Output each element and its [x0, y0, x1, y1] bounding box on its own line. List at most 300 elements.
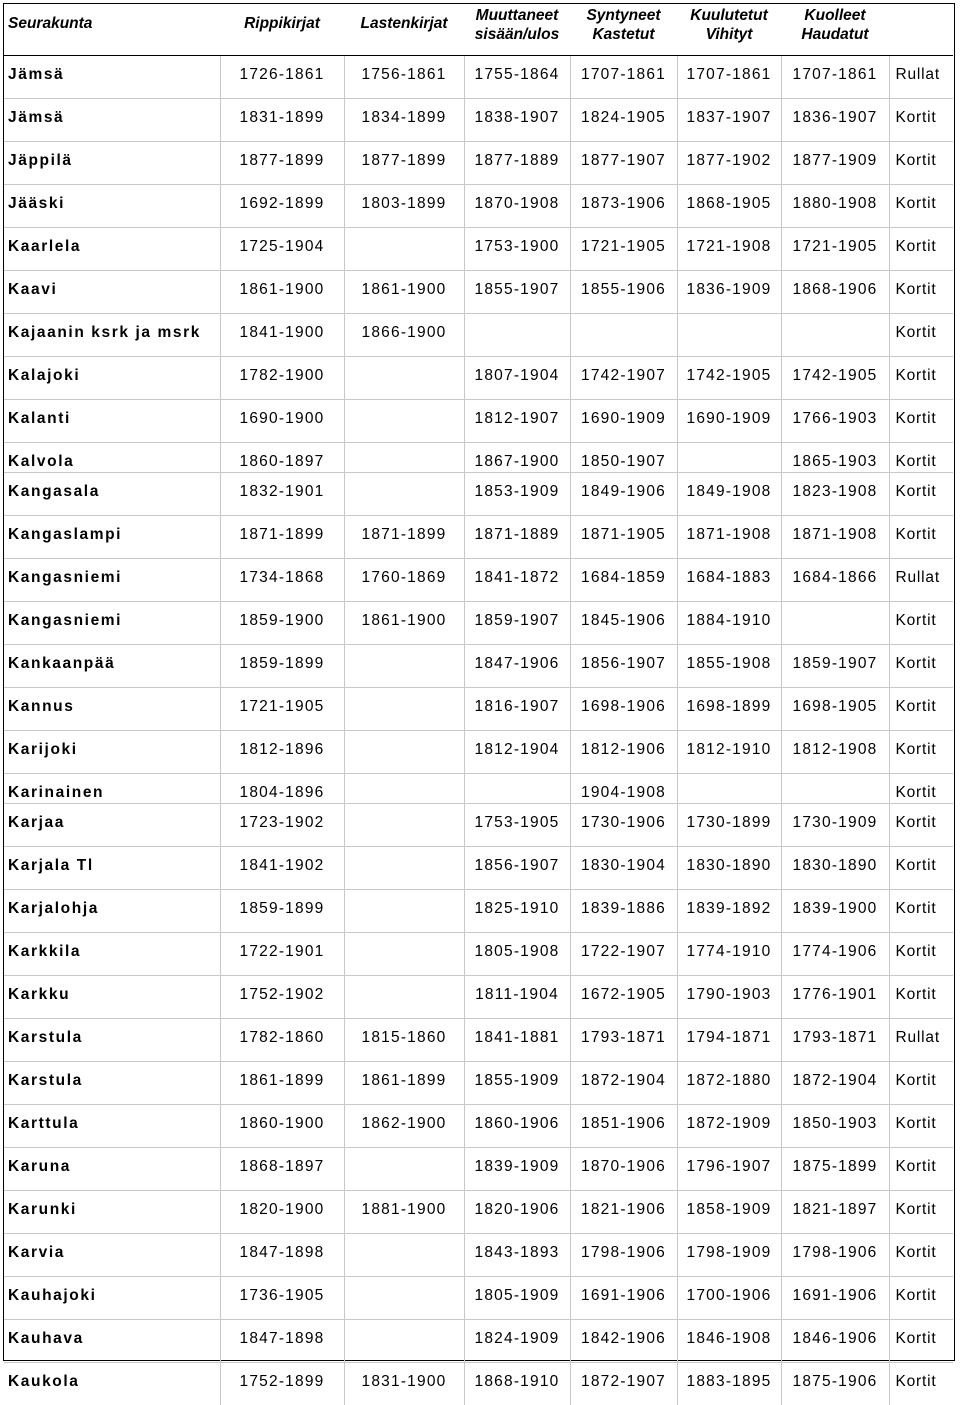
communion-books-cell: 1831-1899	[220, 99, 344, 142]
children-books-cell: 1834-1899	[344, 99, 464, 142]
marriage-records-cell: 1849-1908	[677, 473, 781, 516]
table-row	[4, 1363, 953, 1405]
table-row	[4, 890, 953, 933]
birth-records-cell: 1730-1906	[570, 804, 677, 847]
children-books-cell: 1877-1899	[344, 142, 464, 185]
communion-books-cell: 1847-1898	[220, 1320, 344, 1363]
records-sheet	[3, 3, 955, 1361]
birth-records-cell: 1855-1906	[570, 271, 677, 314]
marriage-records-cell: 1707-1861	[677, 56, 781, 99]
marriage-records-cell: 1839-1892	[677, 890, 781, 933]
death-records-cell: 1707-1861	[781, 56, 889, 99]
parish-name-cell: Kalanti	[4, 400, 220, 443]
children-books-cell	[344, 1234, 464, 1277]
children-books-cell: 1866-1900	[344, 314, 464, 357]
table-row	[4, 731, 953, 774]
communion-books-cell: 1804-1896	[220, 774, 344, 804]
parish-name-cell: Jääski	[4, 185, 220, 228]
communion-books-cell: 1832-1901	[220, 473, 344, 516]
marriage-records-cell: 1868-1905	[677, 185, 781, 228]
birth-records-cell: 1856-1907	[570, 645, 677, 688]
children-books-cell: 1803-1899	[344, 185, 464, 228]
birth-records-cell: 1722-1907	[570, 933, 677, 976]
children-books-cell	[344, 890, 464, 933]
moved-records-cell	[464, 774, 570, 804]
communion-books-cell: 1782-1860	[220, 1019, 344, 1062]
header-dead-line1: Kuolleet	[781, 6, 889, 25]
record-format-cell: Kortit	[889, 645, 953, 688]
children-books-cell	[344, 645, 464, 688]
moved-records-cell: 1860-1906	[464, 1105, 570, 1148]
death-records-cell: 1774-1906	[781, 933, 889, 976]
moved-records-cell: 1820-1906	[464, 1191, 570, 1234]
moved-records-cell: 1871-1889	[464, 516, 570, 559]
moved-records-cell: 1870-1908	[464, 185, 570, 228]
table-row	[4, 1148, 953, 1191]
record-format-cell: Kortit	[889, 185, 953, 228]
communion-books-cell: 1723-1902	[220, 804, 344, 847]
marriage-records-cell: 1730-1899	[677, 804, 781, 847]
moved-records-cell: 1753-1905	[464, 804, 570, 847]
communion-books-cell: 1782-1900	[220, 357, 344, 400]
parish-name-cell: Karvia	[4, 1234, 220, 1277]
death-records-cell: 1846-1906	[781, 1320, 889, 1363]
header-communion-books: Rippikirjat	[220, 4, 344, 56]
record-format-cell: Kortit	[889, 602, 953, 645]
communion-books-cell: 1820-1900	[220, 1191, 344, 1234]
communion-books-cell: 1736-1905	[220, 1277, 344, 1320]
communion-books-cell: 1859-1899	[220, 645, 344, 688]
birth-records-cell: 1672-1905	[570, 976, 677, 1019]
table-row	[4, 142, 953, 185]
moved-records-cell: 1839-1909	[464, 1148, 570, 1191]
record-format-cell: Kortit	[889, 1148, 953, 1191]
children-books-cell: 1760-1869	[344, 559, 464, 602]
birth-records-cell: 1872-1907	[570, 1363, 677, 1405]
birth-records-cell: 1850-1907	[570, 443, 677, 473]
marriage-records-cell: 1872-1880	[677, 1062, 781, 1105]
record-format-cell: Kortit	[889, 804, 953, 847]
birth-records-cell: 1698-1906	[570, 688, 677, 731]
children-books-cell: 1831-1900	[344, 1363, 464, 1405]
children-books-cell	[344, 731, 464, 774]
marriage-records-cell: 1884-1910	[677, 602, 781, 645]
header-dead	[781, 4, 889, 56]
record-format-cell: Rullat	[889, 559, 953, 602]
parish-name-cell: Karjaa	[4, 804, 220, 847]
marriage-records-cell: 1855-1908	[677, 645, 781, 688]
parish-name-cell: Karjalohja	[4, 890, 220, 933]
table-row	[4, 185, 953, 228]
marriage-records-cell: 1877-1902	[677, 142, 781, 185]
death-records-cell: 1839-1900	[781, 890, 889, 933]
header-row	[4, 4, 953, 56]
table-row	[4, 473, 953, 516]
birth-records-cell: 1849-1906	[570, 473, 677, 516]
children-books-cell	[344, 1277, 464, 1320]
death-records-cell: 1830-1890	[781, 847, 889, 890]
moved-records-cell: 1807-1904	[464, 357, 570, 400]
children-books-cell	[344, 774, 464, 804]
birth-records-cell: 1873-1906	[570, 185, 677, 228]
children-books-cell	[344, 473, 464, 516]
moved-records-cell: 1877-1889	[464, 142, 570, 185]
death-records-cell: 1872-1904	[781, 1062, 889, 1105]
moved-records-cell: 1841-1872	[464, 559, 570, 602]
children-books-cell	[344, 357, 464, 400]
table-row	[4, 516, 953, 559]
moved-records-cell: 1868-1910	[464, 1363, 570, 1405]
birth-records-cell: 1798-1906	[570, 1234, 677, 1277]
communion-books-cell: 1752-1902	[220, 976, 344, 1019]
record-format-cell: Kortit	[889, 400, 953, 443]
communion-books-cell: 1871-1899	[220, 516, 344, 559]
children-books-cell	[344, 847, 464, 890]
record-format-cell: Kortit	[889, 516, 953, 559]
parish-name-cell: Kaavi	[4, 271, 220, 314]
parish-name-cell: Kangasniemi	[4, 559, 220, 602]
children-books-cell	[344, 688, 464, 731]
record-format-cell: Kortit	[889, 1105, 953, 1148]
record-format-cell: Kortit	[889, 473, 953, 516]
moved-records-cell: 1805-1909	[464, 1277, 570, 1320]
record-format-cell: Kortit	[889, 271, 953, 314]
table-row	[4, 1062, 953, 1105]
header-banns-line2: Vihityt	[677, 25, 781, 44]
communion-books-cell: 1841-1900	[220, 314, 344, 357]
header-banns-line1: Kuulutetut	[677, 6, 781, 25]
marriage-records-cell: 1698-1899	[677, 688, 781, 731]
table-row	[4, 933, 953, 976]
record-format-cell: Kortit	[889, 774, 953, 804]
table-row	[4, 645, 953, 688]
communion-books-cell: 1859-1900	[220, 602, 344, 645]
children-books-cell: 1861-1899	[344, 1062, 464, 1105]
children-books-cell: 1871-1899	[344, 516, 464, 559]
marriage-records-cell: 1684-1883	[677, 559, 781, 602]
death-records-cell: 1793-1871	[781, 1019, 889, 1062]
death-records-cell: 1850-1903	[781, 1105, 889, 1148]
record-format-cell: Rullat	[889, 56, 953, 99]
communion-books-cell: 1722-1901	[220, 933, 344, 976]
communion-books-cell: 1690-1900	[220, 400, 344, 443]
moved-records-cell: 1855-1909	[464, 1062, 570, 1105]
marriage-records-cell: 1700-1906	[677, 1277, 781, 1320]
death-records-cell: 1868-1906	[781, 271, 889, 314]
children-books-cell: 1862-1900	[344, 1105, 464, 1148]
header-born	[570, 4, 677, 56]
death-records-cell: 1859-1907	[781, 645, 889, 688]
header-moved-line1: Muuttaneet	[464, 6, 570, 25]
table-row	[4, 774, 953, 804]
table-row	[4, 1320, 953, 1363]
moved-records-cell: 1812-1904	[464, 731, 570, 774]
death-records-cell: 1877-1909	[781, 142, 889, 185]
table-row	[4, 976, 953, 1019]
moved-records-cell: 1755-1864	[464, 56, 570, 99]
death-records-cell: 1812-1908	[781, 731, 889, 774]
children-books-cell	[344, 1320, 464, 1363]
moved-records-cell: 1753-1900	[464, 228, 570, 271]
record-format-cell: Kortit	[889, 933, 953, 976]
parish-name-cell: Kauhava	[4, 1320, 220, 1363]
death-records-cell	[781, 602, 889, 645]
parish-name-cell: Karttula	[4, 1105, 220, 1148]
parish-name-cell: Jämsä	[4, 56, 220, 99]
parish-name-cell: Kankaanpää	[4, 645, 220, 688]
marriage-records-cell: 1796-1907	[677, 1148, 781, 1191]
moved-records-cell: 1867-1900	[464, 443, 570, 473]
death-records-cell: 1836-1907	[781, 99, 889, 142]
communion-books-cell: 1868-1897	[220, 1148, 344, 1191]
parish-name-cell: Karuna	[4, 1148, 220, 1191]
children-books-cell	[344, 933, 464, 976]
birth-records-cell: 1830-1904	[570, 847, 677, 890]
death-records-cell: 1730-1909	[781, 804, 889, 847]
record-format-cell: Kortit	[889, 1363, 953, 1405]
children-books-cell	[344, 1148, 464, 1191]
marriage-records-cell: 1883-1895	[677, 1363, 781, 1405]
moved-records-cell: 1825-1910	[464, 890, 570, 933]
communion-books-cell: 1861-1899	[220, 1062, 344, 1105]
parish-name-cell: Karkku	[4, 976, 220, 1019]
record-format-cell: Kortit	[889, 357, 953, 400]
parish-name-cell: Karkkila	[4, 933, 220, 976]
birth-records-cell: 1845-1906	[570, 602, 677, 645]
marriage-records-cell: 1858-1909	[677, 1191, 781, 1234]
record-format-cell: Kortit	[889, 1277, 953, 1320]
parish-name-cell: Karjala Tl	[4, 847, 220, 890]
record-format-cell: Kortit	[889, 1320, 953, 1363]
table-row	[4, 559, 953, 602]
header-children-books: Lastenkirjat	[344, 4, 464, 56]
parish-name-cell: Jämsä	[4, 99, 220, 142]
parish-name-cell: Karunki	[4, 1191, 220, 1234]
moved-records-cell: 1853-1909	[464, 473, 570, 516]
communion-books-cell: 1726-1861	[220, 56, 344, 99]
marriage-records-cell	[677, 774, 781, 804]
birth-records-cell: 1742-1907	[570, 357, 677, 400]
communion-books-cell: 1721-1905	[220, 688, 344, 731]
children-books-cell: 1861-1900	[344, 271, 464, 314]
record-format-cell: Kortit	[889, 890, 953, 933]
moved-records-cell: 1859-1907	[464, 602, 570, 645]
table-body	[4, 56, 953, 1405]
marriage-records-cell: 1774-1910	[677, 933, 781, 976]
table-row	[4, 804, 953, 847]
communion-books-cell: 1692-1899	[220, 185, 344, 228]
table-row	[4, 357, 953, 400]
birth-records-cell: 1870-1906	[570, 1148, 677, 1191]
table-row	[4, 1191, 953, 1234]
moved-records-cell: 1824-1909	[464, 1320, 570, 1363]
birth-records-cell: 1721-1905	[570, 228, 677, 271]
parish-name-cell: Kangasniemi	[4, 602, 220, 645]
table-row	[4, 1019, 953, 1062]
marriage-records-cell	[677, 443, 781, 473]
table-row	[4, 688, 953, 731]
table-row	[4, 99, 953, 142]
moved-records-cell: 1843-1893	[464, 1234, 570, 1277]
parish-records-table	[4, 4, 953, 1405]
marriage-records-cell: 1830-1890	[677, 847, 781, 890]
death-records-cell: 1823-1908	[781, 473, 889, 516]
birth-records-cell: 1690-1909	[570, 400, 677, 443]
birth-records-cell: 1851-1906	[570, 1105, 677, 1148]
parish-name-cell: Kauhajoki	[4, 1277, 220, 1320]
parish-name-cell: Karijoki	[4, 731, 220, 774]
children-books-cell	[344, 804, 464, 847]
communion-books-cell: 1877-1899	[220, 142, 344, 185]
communion-books-cell: 1725-1904	[220, 228, 344, 271]
table-row	[4, 847, 953, 890]
parish-name-cell: Kalajoki	[4, 357, 220, 400]
death-records-cell: 1766-1903	[781, 400, 889, 443]
birth-records-cell: 1707-1861	[570, 56, 677, 99]
children-books-cell	[344, 443, 464, 473]
communion-books-cell: 1752-1899	[220, 1363, 344, 1405]
birth-records-cell: 1877-1907	[570, 142, 677, 185]
record-format-cell: Kortit	[889, 847, 953, 890]
record-format-cell: Kortit	[889, 1191, 953, 1234]
death-records-cell: 1875-1906	[781, 1363, 889, 1405]
marriage-records-cell: 1798-1909	[677, 1234, 781, 1277]
table-row	[4, 400, 953, 443]
parish-name-cell: Kalvola	[4, 443, 220, 473]
parish-name-cell: Kangasala	[4, 473, 220, 516]
communion-books-cell: 1861-1900	[220, 271, 344, 314]
table-row	[4, 56, 953, 99]
marriage-records-cell: 1872-1909	[677, 1105, 781, 1148]
death-records-cell: 1721-1905	[781, 228, 889, 271]
moved-records-cell: 1841-1881	[464, 1019, 570, 1062]
death-records-cell: 1776-1901	[781, 976, 889, 1019]
death-records-cell: 1798-1906	[781, 1234, 889, 1277]
death-records-cell: 1821-1897	[781, 1191, 889, 1234]
marriage-records-cell: 1812-1910	[677, 731, 781, 774]
birth-records-cell: 1904-1908	[570, 774, 677, 804]
header-banns	[677, 4, 781, 56]
death-records-cell: 1865-1903	[781, 443, 889, 473]
marriage-records-cell: 1846-1908	[677, 1320, 781, 1363]
marriage-records-cell: 1837-1907	[677, 99, 781, 142]
communion-books-cell: 1860-1897	[220, 443, 344, 473]
header-moved	[464, 4, 570, 56]
birth-records-cell: 1793-1871	[570, 1019, 677, 1062]
marriage-records-cell: 1690-1909	[677, 400, 781, 443]
children-books-cell: 1881-1900	[344, 1191, 464, 1234]
parish-name-cell: Kangaslampi	[4, 516, 220, 559]
record-format-cell: Kortit	[889, 314, 953, 357]
children-books-cell: 1815-1860	[344, 1019, 464, 1062]
parish-name-cell: Jäppilä	[4, 142, 220, 185]
moved-records-cell: 1816-1907	[464, 688, 570, 731]
record-format-cell: Kortit	[889, 1062, 953, 1105]
record-format-cell: Kortit	[889, 688, 953, 731]
birth-records-cell: 1871-1905	[570, 516, 677, 559]
communion-books-cell: 1734-1868	[220, 559, 344, 602]
birth-records-cell: 1684-1859	[570, 559, 677, 602]
children-books-cell	[344, 976, 464, 1019]
communion-books-cell: 1859-1899	[220, 890, 344, 933]
communion-books-cell: 1847-1898	[220, 1234, 344, 1277]
moved-records-cell: 1812-1907	[464, 400, 570, 443]
birth-records-cell: 1872-1904	[570, 1062, 677, 1105]
death-records-cell	[781, 314, 889, 357]
header-moved-line2: sisään/ulos	[464, 25, 570, 44]
moved-records-cell	[464, 314, 570, 357]
birth-records-cell: 1691-1906	[570, 1277, 677, 1320]
table-row	[4, 1277, 953, 1320]
death-records-cell: 1698-1905	[781, 688, 889, 731]
header-born-line1: Syntyneet	[570, 6, 677, 25]
birth-records-cell: 1824-1905	[570, 99, 677, 142]
communion-books-cell: 1812-1896	[220, 731, 344, 774]
moved-records-cell: 1856-1907	[464, 847, 570, 890]
death-records-cell	[781, 774, 889, 804]
birth-records-cell: 1839-1886	[570, 890, 677, 933]
children-books-cell	[344, 400, 464, 443]
table-row	[4, 1234, 953, 1277]
header-format	[889, 4, 953, 56]
table-row	[4, 228, 953, 271]
birth-records-cell: 1821-1906	[570, 1191, 677, 1234]
marriage-records-cell: 1871-1908	[677, 516, 781, 559]
moved-records-cell: 1805-1908	[464, 933, 570, 976]
record-format-cell: Kortit	[889, 1234, 953, 1277]
death-records-cell: 1691-1906	[781, 1277, 889, 1320]
children-books-cell	[344, 228, 464, 271]
birth-records-cell: 1812-1906	[570, 731, 677, 774]
marriage-records-cell: 1836-1909	[677, 271, 781, 314]
marriage-records-cell	[677, 314, 781, 357]
communion-books-cell: 1860-1900	[220, 1105, 344, 1148]
header-born-line2: Kastetut	[570, 25, 677, 44]
death-records-cell: 1880-1908	[781, 185, 889, 228]
record-format-cell: Kortit	[889, 142, 953, 185]
parish-name-cell: Kannus	[4, 688, 220, 731]
table-row	[4, 602, 953, 645]
moved-records-cell: 1811-1904	[464, 976, 570, 1019]
marriage-records-cell: 1790-1903	[677, 976, 781, 1019]
marriage-records-cell: 1721-1908	[677, 228, 781, 271]
death-records-cell: 1875-1899	[781, 1148, 889, 1191]
death-records-cell: 1684-1866	[781, 559, 889, 602]
marriage-records-cell: 1794-1871	[677, 1019, 781, 1062]
table-row	[4, 1105, 953, 1148]
header-dead-line2: Haudatut	[781, 25, 889, 44]
record-format-cell: Kortit	[889, 443, 953, 473]
header-parish: Seurakunta	[4, 4, 220, 56]
record-format-cell: Kortit	[889, 731, 953, 774]
death-records-cell: 1742-1905	[781, 357, 889, 400]
table-row	[4, 314, 953, 357]
record-format-cell: Kortit	[889, 976, 953, 1019]
marriage-records-cell: 1742-1905	[677, 357, 781, 400]
children-books-cell: 1756-1861	[344, 56, 464, 99]
record-format-cell: Rullat	[889, 1019, 953, 1062]
record-format-cell: Kortit	[889, 228, 953, 271]
parish-name-cell: Karstula	[4, 1062, 220, 1105]
moved-records-cell: 1855-1907	[464, 271, 570, 314]
record-format-cell: Kortit	[889, 99, 953, 142]
birth-records-cell	[570, 314, 677, 357]
death-records-cell: 1871-1908	[781, 516, 889, 559]
moved-records-cell: 1838-1907	[464, 99, 570, 142]
parish-name-cell: Karinainen	[4, 774, 220, 804]
parish-name-cell: Kajaanin ksrk ja msrk	[4, 314, 220, 357]
children-books-cell: 1861-1900	[344, 602, 464, 645]
